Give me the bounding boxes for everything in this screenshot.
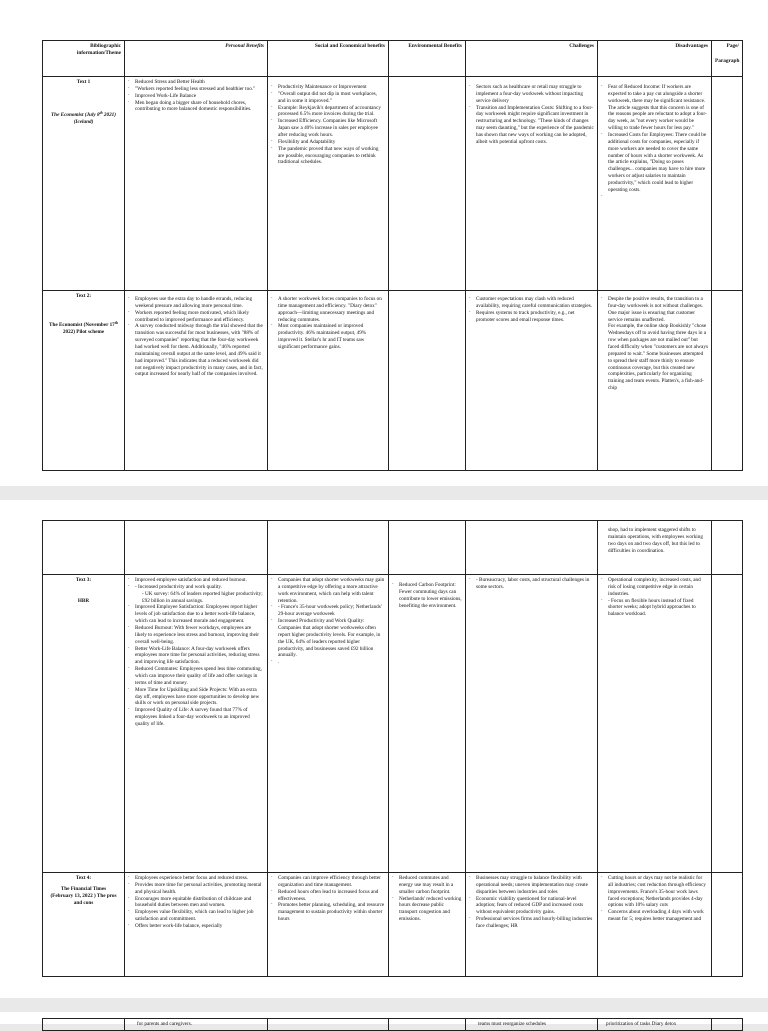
text-4-disadvantages-continued: prioritization of tasks Diary detox bbox=[598, 1019, 712, 1031]
text-2-disadvantages-continued: shop, had to implement staggered shifts to maintain operations, with employees working two days on and two days off, but this led to difficulties in coordination. bbox=[598, 521, 712, 575]
table-row-continuation-2 bbox=[43, 1019, 743, 1031]
text-2-environmental-benefits bbox=[389, 291, 466, 471]
text-4-social-benefits: - Companies can improve efficiency through better organization and time management. - Reduced hours often lead to increased focus and effectiveness. - Promotes better planning, scheduling, and resource management to sustain productivity within shorter hours bbox=[268, 873, 389, 977]
text-2-label: Text 2: bbox=[75, 293, 92, 299]
text-1-source: The Economist (July 8th 2021) (Iceland) bbox=[51, 110, 116, 125]
text-1-page-paragraph bbox=[712, 77, 743, 291]
header-personal-benefits: Personal Benefits bbox=[125, 41, 268, 77]
text-3-environmental-benefits: - Reduced Carbon Footprint: Fewer commuting days can contribute to lower emissions, benefiting the environment. bbox=[389, 575, 466, 873]
themes-table-continued-2 bbox=[42, 1018, 743, 1031]
themes-table-continued bbox=[42, 520, 743, 977]
header-disadvantages: Disadvantages bbox=[598, 41, 712, 77]
text-4-environmental-benefits: - Reduced commutes and energy use may result in a smaller carbon footprint. - Netherlands' reduced working hours decrease public transport congestion and emissions. bbox=[389, 873, 466, 977]
text-4-page-paragraph bbox=[712, 873, 743, 977]
text-2-disadvantages: - Despite the positive results, the transition to a four-day workweek is not without challenges. One major issue is ensuring that customer service remains unaffected. For example, the online shop Bookishly "chose Wednesdays off to avoid having three days in a row when packages are not mailed out" but faced difficulty when "customers are not always prepared to wait." Some businesses attempted to spread their staff more thinly to ensure continuous coverage, but this created new complexities, particularly for organizing training and team events. Platten's, a fish-and-chip bbox=[598, 291, 712, 471]
header-social-economical-benefits: Social and Economical benefits bbox=[268, 41, 389, 77]
table-row-text-1 bbox=[43, 77, 743, 291]
text-4-label: Text 4: bbox=[75, 875, 92, 881]
header-bibliographic: Bibliographic information/Theme bbox=[43, 41, 125, 77]
text-2-personal-benefits: - Employees use the extra day to handle errands, reducing weekend pressure and allowing more personal time. - Workers reported feeling more motivated, which likely contributed to improved performance and efficiency. - A survey conducted midway through the trial showed that the transition was successful for most businesses, with "88% of surveyed companies" reporting that the four-day workweek had worked well for them. Additionally, "46% reported maintaining overall output at the same level, and 49% said it had improved." This indicates that a reduced workweek did not negatively impact productivity in many cases, and in fact, output increased for nearly half of the companies involved. bbox=[125, 291, 268, 471]
text-4-personal-continued: for parents and caregivers. bbox=[125, 1019, 268, 1031]
document-page-3 bbox=[0, 1012, 768, 1027]
text-1-challenges: - Sectors such as healthcare or retail may struggle to implement a four-day workweek without impacting service delivery - Transition and Implementation Costs: Shifting to a four-day workweek might require significant investment in restructuring and technology. "These kinds of changes may seem daunting," but the experience of the pandemic has shown that new ways of working can be adopted, albeit with potential upfront costs. bbox=[466, 77, 598, 291]
table-row-text-3 bbox=[43, 575, 743, 873]
text-2-challenges: - Customer expectations may clash with reduced availability, requiring careful communication strategies. - Requires systems to track productivity, e.g., net promoter scores and email response times. bbox=[466, 291, 598, 471]
text-4-personal-benefits: - Employees experience better focus and reduced stress. - Provides more time for personal activities, promoting mental and physical health. - Encourages more equitable distribution of childcare and household duties between men and women. - Employees value flexibility, which can lead to higher job satisfaction and commitment. - Offers better work-life balance, especially bbox=[125, 873, 268, 977]
text-2-source: The Economist (November 17th 2022) Pilot scheme bbox=[49, 320, 118, 335]
text-3-page-paragraph bbox=[712, 575, 743, 873]
text-4-source: The Financial Times (February 13, 2022 ) The pros and cons bbox=[50, 885, 117, 906]
themes-table bbox=[42, 40, 743, 471]
text-4-disadvantages: - Cutting hours or days may not be realistic for all industries; cost reduction through efficiency improvements. France's 35-hour work laws faced exceptions; Netherlands provides 4-day options with 10% salary cuts - Concerns about overloading 4 days with work meant for 5; requires better management and bbox=[598, 873, 712, 977]
text-1-bibliographic-cell bbox=[43, 77, 125, 291]
header-row bbox=[43, 41, 743, 77]
text-3-label: Text 3: bbox=[75, 577, 92, 583]
text-2-page-paragraph bbox=[712, 291, 743, 471]
text-1-personal-benefits: - Reduced Stress and Better Health - "Workers reported feeling less stressed and healthier too." - Improved Work-Life Balance - Men began doing a bigger share of household chores, contributing to more balanced domestic responsibilities. bbox=[125, 77, 268, 291]
text-1-disadvantages: - Fear of Reduced Income: If workers are expected to take a pay cut alongside a shorter workweek, there may be significant resistance. The article suggests that this concern is one of the reasons people are reluctant to adopt a four-day week, as "not every worker would be willing to trade fewer hours for less pay." - Increased Costs for Employees: There could be additional costs for companies, especially if more workers are needed to cover the same number of hours with a shorter workweek. As the article explains, "Doing so poses challenges... companies may have to hire more workers or adjust salaries to maintain productivity," which could lead to higher operating costs. bbox=[598, 77, 712, 291]
text-4-bibliographic-cell bbox=[43, 873, 125, 977]
text-3-source: HBR bbox=[77, 597, 90, 604]
text-3-social-benefits: - Companies that adopt shorter workweeks may gain a competitive edge by offering a more attractive work environment, which can help with talent retention. - - France's 35-hour workweek policy; Netherlands' 29-hour average workweek - Increased Productivity and Work Quality: Companies that adopt shorter workweeks often report higher productivity levels. For example, in the UK, 64% of leaders reported higher productivity, and businesses saved £92 billion annually. - . bbox=[268, 575, 389, 873]
text-3-bibliographic-cell bbox=[43, 575, 125, 873]
text-1-environmental-benefits bbox=[389, 77, 466, 291]
document-page-1 bbox=[0, 0, 768, 486]
text-2-bibliographic-cell bbox=[43, 291, 125, 471]
text-4-challenges: - Businesses may struggle to balance flexibility with operational needs; uneven implementation may create disparities between industries and roles - Economic viability questioned for national-level adoption; fears of reduced GDP and increased costs without equivalent productivity gains. - Professional services firms and hourly-billing industries face challenges; HR bbox=[466, 873, 598, 977]
text-3-challenges: - - Bureaucracy, labor costs, and structural challenges in some sectors. bbox=[466, 575, 598, 873]
table-row-continuation bbox=[43, 521, 743, 575]
table-row-text-4 bbox=[43, 873, 743, 977]
text-3-disadvantages: - Operational complexity, increased costs, and risk of losing competitive edge in certain industries. - - Focus on flexible hours instead of fixed shorter weeks; adopt hybrid approaches to balance workload. bbox=[598, 575, 712, 873]
table-row-text-2 bbox=[43, 291, 743, 471]
document-page-2 bbox=[0, 500, 768, 998]
header-environmental-benefits: Environmental Benefits bbox=[389, 41, 466, 77]
text-1-social-benefits: - Productivity Maintenance or Improvement - "Overall output did not dip in most workplaces, and in some it improved." - Example: Reykjavík's department of accountancy processed 6.5% more invoices during the trial. - Increased Efficiency. Companies like Microsoft Japan saw a 40% increase in sales per employee after reducing work hours. - Flexibility and Adaptability - The pandemic proved that new ways of working are possible, encouraging companies to rethink traditional schedules. bbox=[268, 77, 389, 291]
text-1-label: Text 1 bbox=[76, 79, 91, 85]
text-3-personal-benefits: - Improved employee satisfaction and reduced burnout. - - Increased productivity and work quality. - UK survey: 64% of leaders reported higher productivity; £92 billion in annual savings. - Improved Employee Satisfaction: Employees report higher levels of job satisfaction due to a better work-life balance, which can lead to increased morale and engagement. - Reduced Burnout: With fewer workdays, employees are likely to experience less stress and burnout, improving their overall well-being. - Better Work-Life Balance: A four-day workweek offers employees more time for personal activities, reducing stress and improving life satisfaction. - Reduced Commutes: Employees spend less time commuting, which can improve their quality of life and offer savings in terms of time and money. - More Time for Upskilling and Side Projects: With an extra day off, employees have more opportunities to develop new skills or work on personal side projects. - Improved Quality of Life: A survey found that 77% of employees linked a four-day workweek to an improved quality of life. bbox=[125, 575, 268, 873]
header-page-paragraph: Page/ Paragraph bbox=[712, 41, 743, 77]
header-challenges: Challenges bbox=[466, 41, 598, 77]
text-2-social-benefits: - A shorter workweek forces companies to focus on time management and efficiency. "Diary detox" approach—limiting unnecessary meetings and reducing commutes. - Most companies maintained or improved productivity. 46% maintained output, 49% improved it. Stellar's hr and IT teams saw significant performance gains. bbox=[268, 291, 389, 471]
text-4-challenges-continued: teams must reorganize schedules bbox=[466, 1019, 598, 1031]
